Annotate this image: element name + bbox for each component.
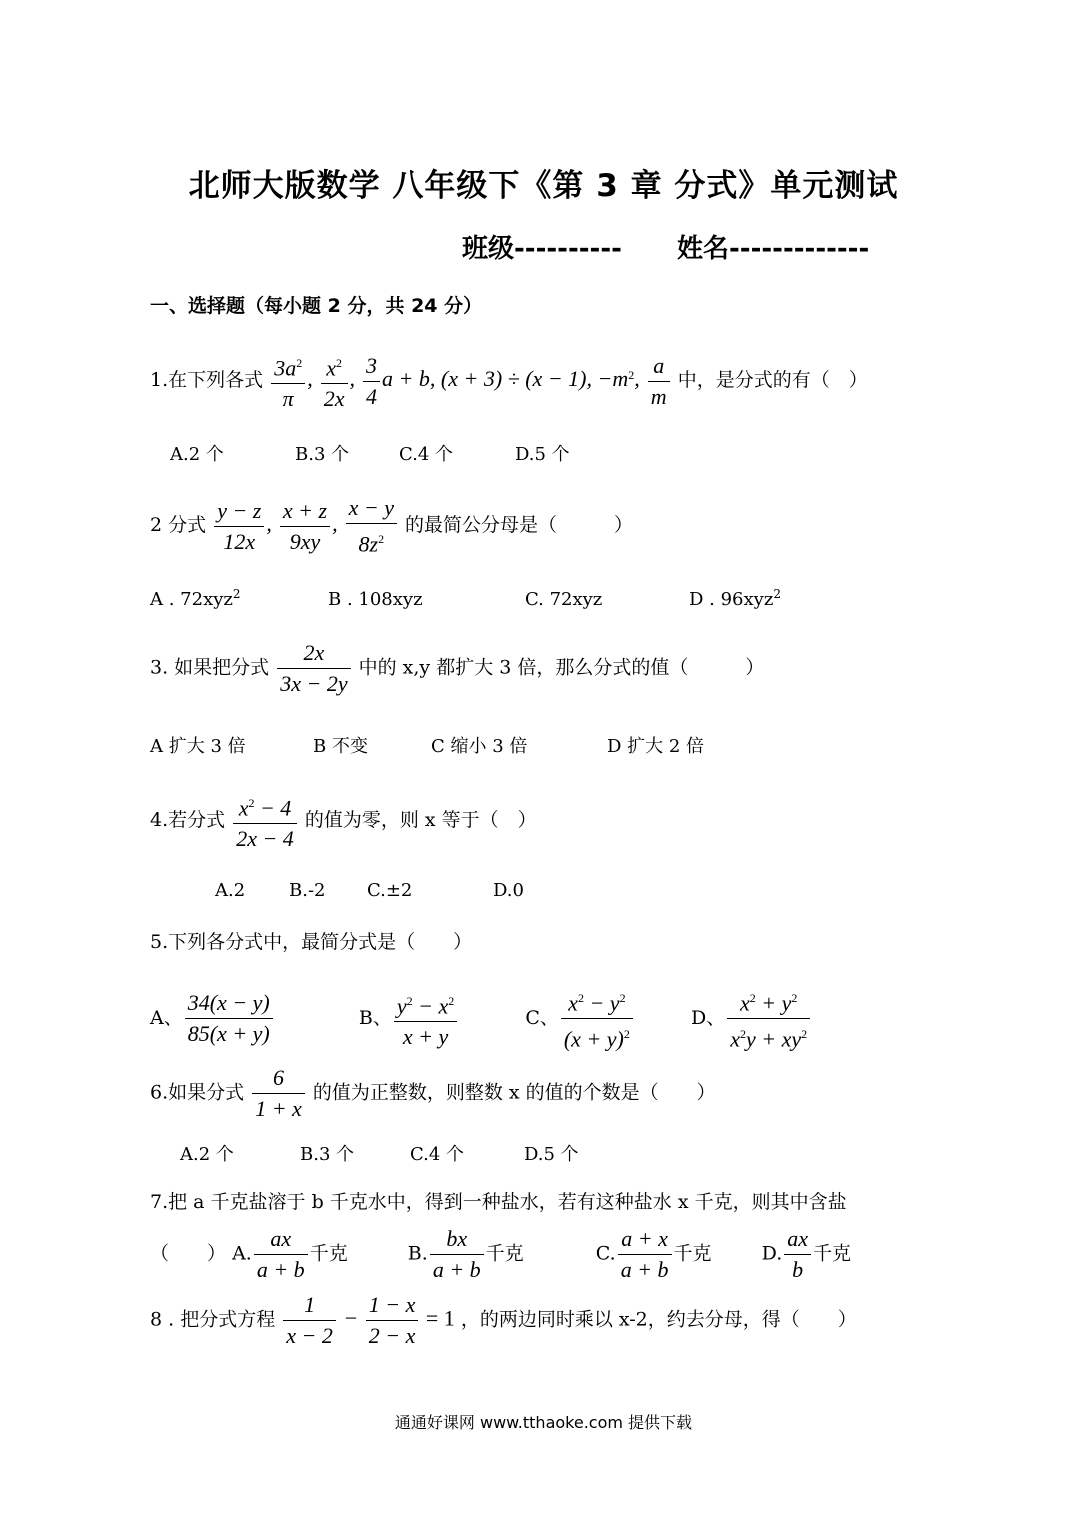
q3-fraction: $\frac{2x}{3x - 2y}$: [277, 640, 350, 697]
question-2: 2 分式 $\frac{y - z}{12x}$ , $\frac{x + z}{9xy}$ , $\frac{x - y}{8z^2}$ 的最简公分母是（ ）: [150, 495, 634, 557]
q5-option-b-label: B、: [358, 1006, 392, 1029]
q4-fraction: $\frac{x^2 - 4}{2x - 4}$: [233, 790, 297, 852]
footer-source: 通通好课网 www.tthaoke.com 提供下载: [394, 1413, 693, 1432]
q4-option-a: A.2: [215, 880, 246, 901]
q3-option-c: C 缩小 3 倍: [431, 736, 528, 757]
q7-blank: （ ）: [150, 1242, 227, 1265]
question-6: [150, 1065, 716, 1122]
page-title: 北师大版数学 八年级下《第 3 章 分式》单元测试: [188, 168, 899, 204]
q5-option-a-fraction: $\frac{34(x - y)}{85(x + y)}$: [185, 990, 273, 1047]
name-field-label: 姓名-------------: [676, 234, 870, 264]
q2-option-c: C. 72xyz: [525, 589, 603, 610]
q1-option-b: B.3 个: [295, 444, 350, 465]
q7-option-d-unit: 千克: [813, 1242, 852, 1265]
q6-option-b: B.3 个: [300, 1144, 355, 1165]
q7-option-b-unit: 千克: [485, 1242, 524, 1265]
q2-option-b: B . 108xyz: [328, 589, 423, 610]
q5-option-d-label: D、: [690, 1006, 726, 1029]
q7-option-c-fraction: $\frac{a + x}{a + b}$: [618, 1226, 672, 1283]
question-7-stem: 7.把 a 千克盐溶于 b 千克水中，得到一种盐水，若有这种盐水 x 千克，则其中含盐: [150, 1191, 847, 1213]
q1-option-c: C.4 个: [399, 444, 454, 465]
q6-option-c: C.4 个: [410, 1144, 465, 1165]
q7-option-a-label: A.: [232, 1242, 252, 1265]
class-field-label: 班级----------: [462, 234, 622, 264]
q1-option-a: A.2 个: [170, 444, 224, 465]
q7-option-d-fraction: $\frac{ax}{b}$: [784, 1226, 811, 1283]
q6-fraction: $\frac{6}{1 + x}$: [252, 1065, 305, 1122]
q8-stem-prefix: 8 . 把分式方程: [150, 1308, 276, 1331]
q8-stem-suffix: ，的两边同时乘以 x-2，约去分母，得（ ）: [460, 1308, 857, 1331]
q4-option-b: B.-2: [289, 880, 326, 901]
question-4: [150, 790, 537, 852]
q3-option-b: B 不变: [313, 736, 368, 757]
q7-option-a-unit: 千克: [309, 1242, 348, 1265]
question-3: [150, 640, 764, 697]
q2-fraction-3: $\frac{x - y}{8z^2}$: [346, 495, 397, 557]
q1-stem-suffix: 中，是分式的有（ ）: [677, 369, 868, 392]
question-8: 8 . 把分式方程 $\frac{1}{x - 2}$ − $\frac{1 - x}{2 - x}$ = 1 ，的两边同时乘以 x-2，约去分母，得（ ）: [150, 1292, 857, 1348]
q7-option-c-label: C.: [595, 1242, 616, 1265]
q8-fraction-2: $\frac{1 - x}{2 - x}$: [366, 1292, 419, 1349]
q2-stem-suffix: 的最简公分母是（ ）: [405, 514, 634, 537]
q5-option-c-fraction: $\frac{x^2 - y^2}{(x + y)^2}$: [561, 985, 633, 1053]
q5-option-d-fraction: $\frac{x^2 + y^2}{x^2y + xy^2}$: [727, 985, 810, 1053]
q2-fraction-1: $\frac{y - z}{12x}$: [214, 498, 264, 555]
q8-equals: = 1: [420, 1305, 455, 1331]
q1-stem-prefix: 1.在下列各式: [150, 369, 264, 392]
q5-option-b-fraction: $\frac{y^2 - x^2}{x + y}$: [394, 988, 457, 1050]
q1-option-d: D.5 个: [515, 444, 570, 465]
q2-stem-prefix: 2 分式: [150, 514, 207, 537]
q4-option-d: D.0: [493, 880, 524, 901]
q6-option-d: D.5 个: [524, 1144, 579, 1165]
question-5-stem: 5.下列各分式中，最简分式是（ ）: [150, 931, 473, 953]
q2-options: [150, 587, 781, 610]
q1-fraction-2: $\frac{x^2}{2x}$: [321, 350, 348, 412]
q6-option-a: A.2 个: [180, 1144, 234, 1165]
q3-option-a: A 扩大 3 倍: [150, 736, 246, 757]
q7-option-a-fraction: $\frac{ax}{a + b}$: [254, 1226, 308, 1283]
q1-fraction-4: $\frac{a}{m}$: [648, 353, 670, 410]
q7-option-c-unit: 千克: [673, 1242, 712, 1265]
student-info-line: [462, 228, 915, 265]
q3-option-d: D 扩大 2 倍: [607, 736, 705, 757]
q3-stem-suffix: 中的 x,y 都扩大 3 倍，那么分式的值（ ）: [358, 656, 765, 679]
question-7-options: [150, 1226, 851, 1283]
section-heading: 一、选择题（每小题 2 分，共 24 分）: [150, 295, 483, 317]
q6-stem-suffix: 的值为正整数，则整数 x 的值的个数是（ ）: [312, 1081, 716, 1104]
q4-option-c: C.±2: [367, 880, 413, 901]
q4-stem-suffix: 的值为零，则 x 等于（ ）: [304, 809, 537, 832]
q2-option-a: A . 72xyz2: [150, 587, 241, 610]
q7-option-b-fraction: $\frac{bx}{a + b}$: [430, 1226, 484, 1283]
q8-fraction-1: $\frac{1}{x - 2}$: [283, 1292, 336, 1349]
q4-options: [215, 880, 524, 901]
q2-fraction-2: $\frac{x + z}{9xy}$: [280, 498, 330, 555]
q5-option-a-label: A、: [150, 1006, 183, 1029]
q4-stem-prefix: 4.若分式: [150, 809, 226, 832]
q2-option-d: D . 96xyz2: [689, 587, 781, 610]
q1-options: [170, 440, 570, 466]
q6-stem-prefix: 6.如果分式: [150, 1081, 245, 1104]
q5-option-c-label: C、: [525, 1006, 559, 1029]
q1-expression: a + b, (x + 3) ÷ (x − 1), −m: [382, 366, 629, 392]
q7-option-b-label: B.: [407, 1242, 428, 1265]
question-1: 1.在下列各式 $\frac{3a^2}{\pi}$ , $\frac{x^2}{2x}$ , $\frac{3}{4}$ a + b, (x + 3) ÷ (x − 1), $-m^2$, $\frac{a}{m}$ 中，是分式的有（ ）: [150, 350, 868, 412]
q7-option-d-label: D.: [761, 1242, 783, 1265]
q1-fraction-1: $\frac{3a^2}{\pi}$: [271, 350, 305, 412]
q6-options: [180, 1140, 579, 1166]
q1-fraction-3: $\frac{3}{4}$: [363, 353, 380, 410]
question-5-options: [150, 985, 812, 1053]
q3-stem-prefix: 3. 如果把分式: [150, 656, 270, 679]
q3-options: [150, 732, 704, 758]
